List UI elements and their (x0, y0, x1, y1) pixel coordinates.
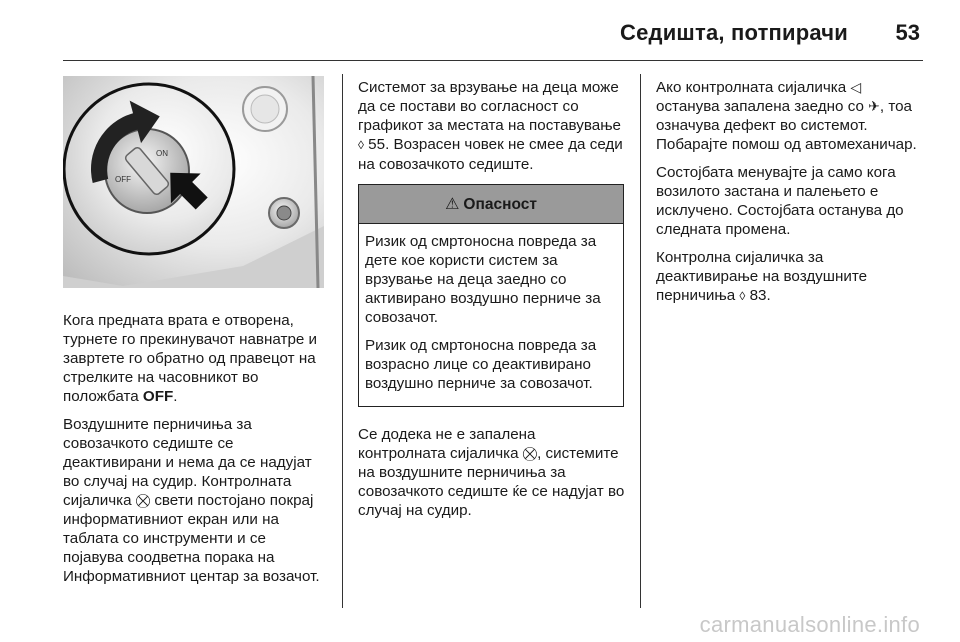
airbag-off-icon: ⛒ (135, 492, 151, 508)
airbag-off-icon: ⛒ (522, 445, 538, 461)
paragraph-child-restraint: Системот за врзување на деца може да се постави во согласност со графикот за местата на поставување ◊ 55. Возрасен човек не смее да седи на совозачкото седиште. (358, 79, 623, 173)
column-divider-1 (342, 74, 343, 608)
airbag-switch-figure (63, 76, 324, 288)
warning-header (359, 185, 623, 224)
paragraph-airbags-deactivated: Воздушните перничиња за совозачкото седиште се деактивирани и нема да се надујат во случај на судир. Контролната сијаличка ⛒ свети постојано покрај информативниот екран или на таблата со инструменти и се појавува соодветна порака на Информативниот центар за возачот. (63, 416, 320, 585)
airbag-on-icon: ◁ (850, 79, 862, 95)
warning-paragraph-child: Ризик од смртоносна повреда за дете кое користи систем за врзување на деца заедно со активирано воздушно перниче за совозачот. (365, 233, 601, 326)
switch-label-off: OFF (115, 175, 131, 184)
warning-body (359, 224, 623, 406)
warning-triangle-icon: ⚠ (445, 195, 460, 213)
off-label: OFF (142, 388, 174, 405)
warning-paragraph-adult: Ризик од смртоносна повреда за возрасно лице со деактивирано воздушно перниче за совозачот. (365, 337, 597, 392)
airbag-warning-icon: ✈ (868, 98, 880, 114)
paragraph-fault: Ако контролната сијаличка ◁ останува запалена заедно со ✈, тоа означува дефект во системот. Побарајте помош од автомеханичар. (656, 79, 917, 153)
page-header-title: Седишта, потпирачи (620, 20, 848, 45)
header-rule (63, 60, 923, 61)
danger-warning-box (358, 184, 624, 407)
column-1 (63, 311, 328, 595)
page-ref-icon: ◊ (739, 289, 746, 303)
paragraph-turn-switch: Кога предната врата е отворена, турнете го прекинувачот навнатре и завртете го обратно од правецот на стрелките на часовникот во положбата OFF. (63, 312, 318, 405)
warning-title: Опасност (463, 195, 537, 213)
column-divider-2 (640, 74, 641, 608)
page-ref-83[interactable]: 83 (749, 287, 767, 304)
switch-label-on: ON (156, 149, 168, 158)
watermark: carmanualsonline.info (699, 612, 920, 637)
column-3 (656, 78, 926, 315)
page-number: 53 (895, 20, 920, 45)
page-ref-55[interactable]: 55 (368, 136, 386, 153)
paragraph-change-state: Состојбата менувајте ја само кога возилото застана и палењето е исклучено. Состојбата останува до следната промена. (656, 164, 904, 238)
paragraph-control-lamp: Контролна сијаличка за деактивирање на воздушните перничиња ◊ 83. (656, 249, 868, 304)
page-ref-icon: ◊ (358, 138, 364, 152)
column-2 (358, 78, 626, 529)
paragraph-airbags-active: Се додека не е запалена контролната сијаличка ⛒, системите на воздушните перничиња за совозачкото седиште ќе се надујат во случај на судир. (358, 426, 625, 519)
